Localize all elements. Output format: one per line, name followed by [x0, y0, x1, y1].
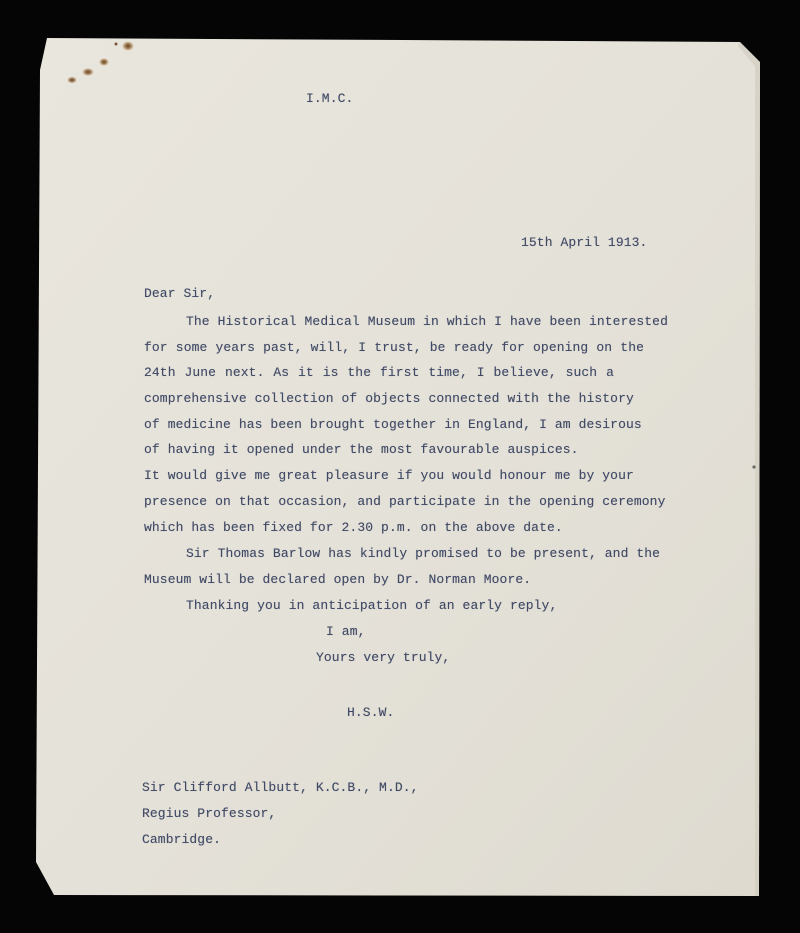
body-line: It would give me great pleasure if you would honour me by your	[144, 468, 634, 483]
body-line: 24th June next. As it is the first time, I believe, such a	[144, 365, 614, 380]
body-line: of medicine has been brought together in England, I am desirous	[144, 417, 642, 432]
letter-date: 15th April 1913.	[521, 235, 648, 250]
body-line: for some years past, will, I trust, be ready for opening on the	[144, 340, 644, 355]
body-line: of having it opened under the most favourable auspices.	[144, 442, 579, 457]
body-line: which has been fixed for 2.30 p.m. on the above date.	[144, 520, 563, 535]
closing-line: I am,	[326, 624, 366, 639]
body-line: Museum will be declared open by Dr. Norman Moore.	[144, 572, 532, 587]
address-line: Sir Clifford Allbutt, K.C.B., M.D.,	[142, 780, 419, 795]
margin-dot	[752, 465, 755, 468]
body-line: The Historical Medical Museum in which I have been interested	[186, 314, 668, 329]
body-line: presence on that occasion, and participate in the opening ceremony	[144, 494, 666, 509]
closing-line: Yours very truly,	[316, 650, 451, 665]
address-line: Cambridge.	[142, 832, 222, 847]
body-line: Sir Thomas Barlow has kindly promised to be present, and the	[186, 546, 661, 561]
body-line: comprehensive collection of objects connected with the history	[144, 391, 634, 406]
salutation: Dear Sir,	[144, 286, 216, 301]
letter-header: I.M.C.	[306, 91, 354, 106]
address-line: Regius Professor,	[142, 806, 277, 821]
signature: H.S.W.	[347, 705, 395, 720]
paper-surface	[36, 38, 760, 896]
body-line: Thanking you in anticipation of an early reply,	[186, 598, 558, 613]
